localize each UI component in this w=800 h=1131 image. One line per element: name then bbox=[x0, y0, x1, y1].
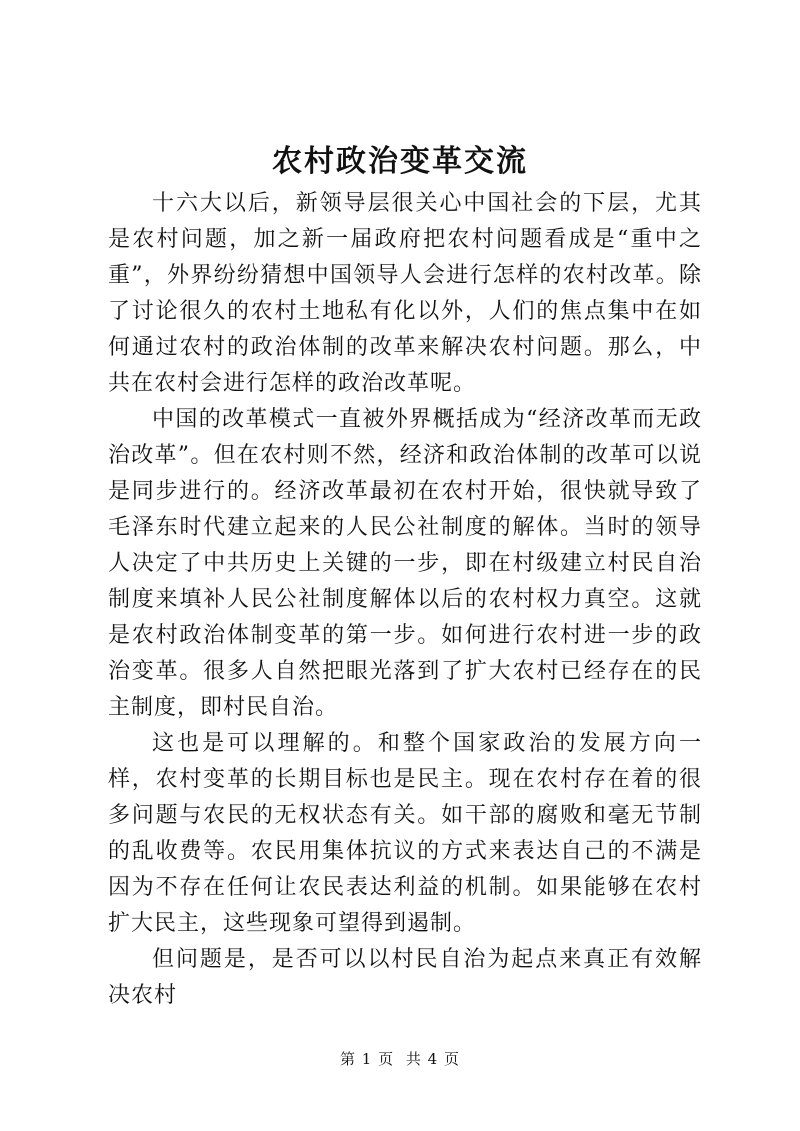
document-title: 农村政治变革交流 bbox=[272, 144, 528, 179]
paragraph-4: 但问题是，是否可以以村民自治为起点来真正有效解决农村 bbox=[108, 947, 702, 1008]
page-number: 第 1 页 bbox=[340, 1050, 395, 1068]
page-total: 共 4 页 bbox=[405, 1050, 460, 1068]
page-footer bbox=[0, 1049, 800, 1069]
paragraph-3: 这也是可以理解的。和整个国家政治的发展方向一样，农村变革的长期目标也是民主。现在农村存在着的很多问题与农民的无权状态有关。如干部的腐败和毫无节制的乱收费等。农民用集体抗议的方式来表达自己的不满是因为不存在任何让农民表达利益的机制。如果能够在农村扩大民主，这些现象可望得到遏制。 bbox=[108, 731, 702, 936]
paragraph-2: 中国的改革模式一直被外界概括成为“经济改革而无政治改革”。但在农村则不然，经济和政治体制的改革可以说是同步进行的。经济改革最初在农村开始，很快就导致了毛泽东时代建立起来的人民公社制度的解体。当时的领导人决定了中共历史上关键的一步，即在村级建立村民自治制度来填补人民公社制度解体以后的农村权力真空。这就是农村政治体制变革的第一步。如何进行农村进一步的政治变革。很多人自然把眼光落到了扩大农村已经存在的民主制度，即村民自治。 bbox=[108, 407, 702, 720]
paragraph-1: 十六大以后，新领导层很关心中国社会的下层，尤其是农村问题，加之新一届政府把农村问题看成是“重中之重”，外界纷纷猜想中国领导人会进行怎样的农村改革。除了讨论很久的农村土地私有化以外，人们的焦点集中在如何通过农村的政治体制的改革来解决农村问题。那么，中共在农村会进行怎样的政治改革呢。 bbox=[108, 191, 702, 396]
document-body bbox=[108, 186, 702, 1014]
